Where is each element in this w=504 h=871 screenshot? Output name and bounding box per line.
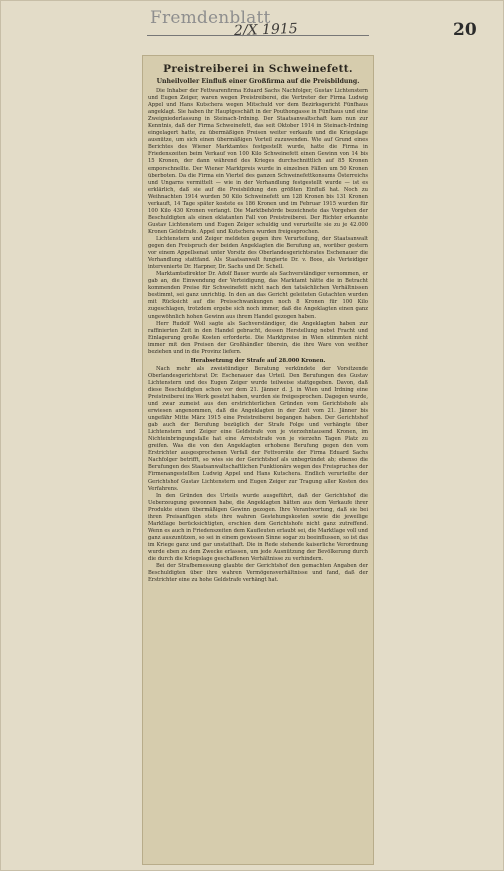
header-rule [147,35,369,36]
paragraph: Marktamtsdirektor Dr. Adolf Bauer wurde als Sachverständiger vernommen, er gab an, die Einwendung der Verteidigung, das Marktamt hätte die in Betracht kommenden Preise für Schweinefett nicht nach den tatsächlichen Verhältnissen bestimmt, sei ganz unrichtig. In den an das Gericht geleiteten Gutachten wurden mit Rücksicht auf die Preisschwankungen noch 8 Kronen für 100 Kilo zugeschlagen, trotzdem ergebe sich noch immer, daß die Angeklagten einen ganz ungewöhnlich hohen Gewinn aus ihrem Handel gezogen haben. [148,271,368,320]
article [148,63,368,859]
paragraph: In den Gründen des Urteils wurde ausgeführt, daß der Gerichtshof die Ueberzeugung gewonnen habe, die Angeklagten hätten aus dem Verkaufe ihrer Produkte einen übermäßigen Gewinn gezogen. Ihre Verantwortung, daß sie bei ihren Preisanfügen stets ihre wahren Gestehungskosten sowie die jeweilige Marktlage berücksichtigten, erschien dem Gerichtshofe nicht ganz zutreffend. Wenn es auch in Friedenszeiten dem Kaufleuten erlaubt sei, die Marktlage voll und ganz auszunützen, so sei in einem gewissen Sinne sogar zu beeinflussen, so ist das im Kriege ganz und gar unstatthaft. Die in Rede stehende kaiserliche Verordnung wurde eben zu dem Zwecke erlassen, um jede Ausnützung der Bevölkerung durch die durch die Kriegslage geschaffenen Verhältnisse zu verhindern. [148,492,368,563]
paragraph: Herr Rudolf Woll sagte als Sachverständiger, die Angeklagten haben zur raffinierten Zeit in den Handel gebracht, dessen Herstellung nebst Fracht und Einlagerung große Kosten erforderte. Die Marktpreise in Wien stimmten nicht immer mit den Preisen der Großhändler überein, die ihre Ware von weither beziehen und in die Provinz liefern. [148,320,368,355]
newspaper-name: Fremdenblatt [150,8,271,28]
paragraph: Lichtenstern und Zeiger meldeten gegen ihre Verurteilung, der Staatsanwalt gegen den Freispruch der beiden Angeklagten die Berufung an, worüber gestern vor einem Appellsenat unter Vorsitz des Oberlandesgerichtsrates Eschenauer die Verhandlung stattfand. Als Staatsanwalt fungierte Dr. v. Boos, als Verteidiger intervenierte Dr. Harpner, Dr. Sachs und Dr. Schell. [148,235,368,271]
handwritten-date: 2/X 1915 [233,20,298,40]
article-body [148,88,368,584]
article-subtitle: Unheilvoller Einfluß einer Großfirma auf die Preisbildung. [156,78,360,85]
paragraph: Nach mehr als zweistündiger Beratung verkündete der Vorsitzende Oberlandesgerichtsrat Dr. Eschenauer das Urteil. Den Berufungen des Gustav Lichtenstern und des Eugen Zeiger wurde teilweise stattgegeben. Davon, daß diese Beschuldigten schon vor dem 21. Jänner d. J. in Wien und Irdning eine Preistreiberei ins Werk gesetzt haben, wurden sie freigesprochen. Dagegen wurde, und zwar zumeist aus den erstrichterlichen Gründen vom Gerichtshofe als erwiesen angenommen, daß die Angeklagten in der Zeit vom 21. Jänner bis ungefähr Mitte März 1915 eine Preistreiberei begangen haben. Der Gerichtshof gab auch der Berufung bezüglich der Strafe Folge und verhängte über Lichtenstern und Zeiger eine Geldstrafe von je vierzehntausend Kronen, im Nichteinbringungsfalle hat eine Arreststrafe von je vierzehn Tagen Platz zu greifen. Was die von den Angeklagten erhobene Berufung gegen den vom Erstrichter ausgesprochenen Verfall der Fettvorräte der Firma Eduard Sachs Nachfolger betrifft, so wies sie der Gerichtshof als unbegründet ab; ebenso die Berufungen des Staatsanwaltschaftlichen Funktionärs wegen des Freispruches der Firmenangestellten Ludwig Appel und Hans Kutschera. Endlich verurteilte der Gerichtshof Gustav Lichtenstern und Eugen Zeiger zur Tragung aller Kosten des Verfahrens. [148,365,368,492]
article-title: Preistreiberei in Schweinefett. [163,63,353,75]
paragraph: Bei der Strafbemessung glaubte der Gerichtshof den gemachten Angaben der Beschuldigten über ihre wahren Vermögensverhältnisse und fand, daß der Erstrichter eine zu hohe Geldstrafe verhängt hat. [148,563,368,584]
page-number: 20 [453,20,477,40]
paragraph: Die Inhaber der Fettwarenfirma Eduard Sachs Nachfolger, Gustav Lichtenstern und Eugen Zeiger, waren wegen Preistreiberei, die Vertreter der Firma Ludwig Appel und Hans Kutschera wegen Mitschuld vor dem Bezirksgericht Fünfhaus angeklagt. Sie haben ihr Hauptgeschäft in der Pouthongasse in Fünfhaus und eine Zweigniederlassung in Steinach-Irdning. Der Staatsanwaltschaft kam nun zur Kenntnis, daß der Firma Schweinefett, das seit Oktober 1914 in Steinach-Irdning eingelagert hatte, zu übermäßigen Preisen weiter verkaufe und die Kriegslage ausnütze, um sich einen übermäßigen Vorteil zuzuwenden. Wie auf Grund eines Berichtes des Wiener Marktamtes festgestellt wurde, hatte die Firma in Friedenszeiten beim Verkauf von 100 Kilo Schweinefett einen Gewinn von 14 bis 15 Kronen, der dann während des Krieges durchschnittlich auf 85 Kronen emporschnellte. Der Wiener Marktpreis wurde in einzelnen Fällen um 50 Kronen überboten. Da die Firma ein Viertel des ganzen Schweinefettkonsums Österreichs und Ungarns vermittelt — wie in der Verhandlung festgestellt wurde — ist es erklärlich, daß sie auf die Preisbildung den größten Einfluß hat. Noch zu Weihnachten 1914 wurden 50 Kilo Schweinefett um 128 Kronen bis 131 Kronen verkauft, 14 Tage später kostete es 186 Kronen und im Februar 1915 wurden für 100 Kilo 430 Kronen verlangt. Die Marktbehörde bezeichnete das Vorgehen der Beschuldigten als einen eklatanten Fall von Preistreiberei. Der Richter erkannte Gustav Lichtenstern und Eugen Zeiger schuldig und verurteilte sie zu je 42.000 Kronen Geldstrafe. Appel und Kutschera wurden freigesprochen. [148,88,368,235]
section-subheading: Herabsetzung der Strafe auf 28.000 Kronen. [190,357,326,364]
newspaper-clipping [142,55,374,865]
